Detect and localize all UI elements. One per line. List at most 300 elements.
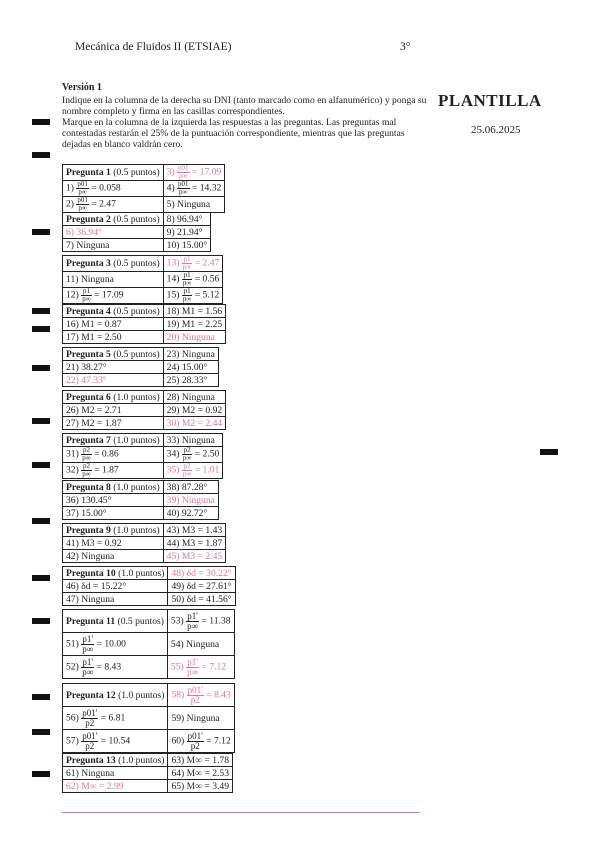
option-number: 49) — [171, 580, 185, 592]
option-value: Ninguna — [181, 348, 215, 360]
table-row — [63, 767, 233, 780]
answer-option[interactable] — [63, 288, 164, 304]
answer-option[interactable] — [63, 593, 168, 606]
option-number: 61) — [66, 767, 79, 779]
option-value: M∞ = 3.49 — [186, 780, 230, 792]
question-table — [62, 164, 225, 213]
answer-option[interactable] — [168, 730, 234, 753]
option-number: 56) — [66, 712, 79, 724]
option-number: 27) — [66, 417, 79, 429]
timing-mark — [32, 418, 50, 424]
answer-option[interactable] — [63, 537, 164, 550]
option-value: M∞ = 2.53 — [186, 767, 230, 779]
option-number: 1) — [66, 182, 74, 194]
option-value: = 17.09 — [94, 289, 124, 301]
answer-option[interactable] — [167, 633, 234, 656]
option-value: 15.00° — [181, 361, 208, 373]
question-label: Pregunta 4 — [66, 305, 111, 317]
timing-mark — [32, 618, 50, 624]
option-number: 45) — [166, 550, 180, 562]
option-value: = 0.86 — [94, 448, 119, 460]
answer-option[interactable] — [63, 404, 164, 417]
answer-option[interactable] — [63, 494, 164, 507]
fraction-denominator: p∞ — [182, 454, 192, 462]
question-points: (0.5 puntos) — [117, 615, 164, 627]
table-row — [63, 610, 235, 633]
answer-option[interactable] — [163, 288, 223, 304]
option-value: 15.00° — [81, 507, 107, 519]
option-number: 30) — [166, 417, 180, 429]
option-number: 2) — [66, 198, 74, 210]
question-points: (1.0 puntos) — [113, 434, 160, 446]
option-value: = 0.058 — [91, 182, 121, 194]
table-row — [63, 434, 223, 447]
option-value: = 2.47 — [194, 257, 220, 269]
option-value: = 10.00 — [96, 638, 126, 650]
table-row — [63, 684, 235, 707]
option-number: 7) — [66, 239, 74, 251]
option-value: Ninguna — [181, 331, 215, 343]
table-row — [63, 507, 219, 520]
question-header — [63, 684, 168, 707]
answer-option[interactable] — [163, 348, 218, 361]
option-number: 63) — [171, 754, 185, 766]
answer-option[interactable] — [163, 256, 223, 272]
question-label: Pregunta 2 — [66, 213, 111, 225]
answer-option[interactable] — [163, 239, 211, 252]
question-header — [63, 348, 164, 361]
option-number: 54) — [170, 638, 184, 650]
timing-mark — [32, 694, 50, 700]
question-label: Pregunta 1 — [66, 167, 111, 178]
timing-mark — [32, 229, 50, 235]
option-value: = 5.12 — [194, 289, 220, 301]
timing-mark — [540, 449, 558, 455]
fraction-numerator: p1' — [82, 656, 93, 667]
answer-option[interactable] — [163, 181, 225, 197]
option-value: = 7.12 — [201, 661, 227, 673]
question-header — [63, 256, 164, 272]
answer-option[interactable] — [163, 391, 226, 404]
fraction-numerator: p2 — [82, 446, 90, 454]
option-number: 51) — [66, 638, 79, 650]
option-value: = 8.43 — [206, 689, 231, 701]
option-number: 32) — [66, 464, 79, 476]
question-table — [62, 753, 233, 793]
table-row — [63, 537, 226, 550]
table-row — [63, 463, 223, 479]
fraction-denominator: p∞ — [187, 666, 199, 677]
option-number: 24) — [166, 361, 180, 373]
option-number: 8) — [166, 213, 175, 225]
question-label: Pregunta 11 — [66, 615, 116, 627]
exam-date: 25.06.2025 — [471, 124, 521, 136]
answer-option[interactable] — [63, 331, 164, 344]
option-value: 87.28° — [181, 481, 208, 493]
fraction-denominator: p2 — [85, 717, 95, 728]
option-value: Ninguna — [81, 767, 115, 779]
table-row — [63, 318, 226, 331]
answer-option[interactable] — [163, 537, 226, 550]
option-number: 55) — [170, 661, 184, 673]
fraction-numerator: p1' — [187, 656, 198, 667]
fraction-numerator: p01' — [187, 730, 203, 741]
table-row — [63, 288, 223, 304]
answer-option[interactable] — [63, 507, 164, 520]
option-number: 17) — [66, 331, 79, 343]
answer-option[interactable] — [163, 361, 218, 374]
option-number: 41) — [66, 537, 79, 549]
option-number: 20) — [166, 331, 180, 343]
option-value: M2 = 1.87 — [81, 417, 122, 429]
fraction-denominator: p2 — [85, 740, 95, 751]
question-header — [63, 610, 168, 633]
question-table — [62, 390, 226, 430]
question-points: (0.5 puntos) — [113, 167, 160, 178]
timing-mark — [32, 308, 50, 314]
table-row — [63, 656, 235, 679]
fraction-numerator: p2 — [183, 446, 191, 454]
option-number: 28) — [166, 391, 180, 403]
answer-option[interactable] — [163, 404, 226, 417]
table-row — [63, 593, 236, 606]
fraction — [81, 635, 94, 654]
answer-option[interactable] — [163, 165, 225, 181]
fraction-denominator: p2 — [190, 694, 200, 705]
option-value: = 0.56 — [194, 273, 220, 285]
option-value: δd = 15.22° — [81, 580, 127, 592]
intro-block — [62, 82, 432, 150]
answer-option[interactable] — [63, 181, 164, 197]
question-label: Pregunta 8 — [66, 481, 111, 493]
question-points: (0.5 puntos) — [113, 258, 160, 269]
question-label: Pregunta 7 — [66, 434, 111, 446]
answer-option[interactable] — [163, 213, 211, 226]
timing-mark — [32, 518, 50, 524]
option-value: = 2.47 — [91, 198, 116, 210]
option-value: Ninguna — [80, 274, 114, 285]
option-number: 33) — [166, 434, 180, 446]
answer-option[interactable] — [63, 272, 164, 288]
option-value: δd = 41.56° — [186, 593, 232, 605]
fraction-denominator: p∞ — [182, 263, 192, 271]
answer-option[interactable] — [63, 374, 164, 387]
question-header — [63, 391, 164, 404]
fraction-numerator: p01' — [187, 684, 203, 695]
intro-text-1: Indique en la columna de la derecha su DNI (tanto marcado como en alfanumérico) y ponga su nombre completo y firma en las casillas correspondientes. — [62, 95, 427, 117]
option-number: 60) — [171, 735, 185, 747]
question-points: (0.5 puntos) — [113, 305, 160, 317]
answer-option[interactable] — [63, 730, 168, 753]
option-number: 19) — [166, 318, 180, 330]
timing-mark — [32, 771, 50, 777]
table-row — [63, 331, 226, 344]
option-value: = 1.87 — [94, 464, 119, 476]
answer-option[interactable] — [163, 226, 211, 239]
answer-option[interactable] — [168, 593, 235, 606]
answer-option[interactable] — [163, 318, 226, 331]
answer-option[interactable] — [63, 656, 168, 679]
option-number: 18) — [166, 305, 180, 317]
question-table — [62, 683, 235, 753]
option-value: M3 = 1.87 — [181, 537, 223, 549]
option-number: 23) — [166, 348, 180, 360]
timing-mark — [32, 729, 50, 735]
option-number: 64) — [171, 767, 185, 779]
option-value: M1 = 0.87 — [81, 318, 122, 330]
table-row — [63, 197, 225, 213]
option-number: 31) — [66, 448, 79, 460]
option-number: 48) — [171, 567, 185, 579]
option-number: 14) — [166, 273, 180, 285]
intro-text-2: Marque en la columna de la izquierda las respuestas a las preguntas. Las preguntas mal contestadas restarán el 25% de la puntuación correspondiente, mientras que las preguntas dejadas en blanco valdrán cero. — [62, 117, 405, 150]
option-value: = 17.09 — [191, 166, 222, 178]
fraction-denominator: p∞ — [82, 295, 91, 303]
fraction-denominator: p∞ — [82, 666, 94, 677]
option-number: 3) — [166, 166, 175, 178]
version-label: Versión 1 — [62, 82, 102, 93]
fraction-denominator: p∞ — [78, 188, 87, 196]
option-value: Ninguna — [76, 239, 110, 251]
option-number: 36) — [66, 494, 79, 506]
answer-option[interactable] — [63, 767, 168, 780]
table-row — [63, 165, 225, 181]
answer-option[interactable] — [63, 633, 168, 656]
option-value: = 6.81 — [100, 712, 126, 724]
fraction-numerator: p1 — [183, 287, 191, 295]
answer-option[interactable] — [163, 305, 226, 318]
option-number: 50) — [171, 593, 185, 605]
fraction — [177, 165, 190, 180]
option-value: Ninguna — [177, 199, 211, 210]
table-row — [63, 239, 211, 252]
option-value: 15.00° — [181, 239, 208, 251]
answer-option[interactable] — [163, 197, 225, 213]
answer-option[interactable] — [168, 754, 233, 767]
option-value: M3 = 0.92 — [81, 537, 122, 549]
timing-mark — [32, 326, 50, 332]
fraction-denominator: p∞ — [82, 470, 91, 478]
course-year: 3° — [400, 41, 411, 53]
fraction-numerator: p1 — [183, 255, 191, 263]
timing-mark — [32, 365, 50, 371]
answer-option[interactable] — [163, 507, 218, 520]
answer-option[interactable] — [163, 374, 218, 387]
answer-option[interactable] — [168, 780, 233, 793]
table-row — [63, 226, 211, 239]
question-label: Pregunta 10 — [66, 567, 116, 579]
fraction — [186, 612, 199, 631]
fraction — [187, 686, 204, 705]
table-row — [63, 754, 233, 767]
answer-option[interactable] — [163, 463, 223, 479]
option-value: 92.72° — [181, 507, 208, 519]
answer-option[interactable] — [163, 434, 223, 447]
answer-option[interactable] — [63, 447, 164, 463]
answer-option[interactable] — [163, 524, 226, 537]
question-points: (1.0 puntos) — [113, 391, 160, 403]
table-row — [63, 707, 235, 730]
option-value: 47.33° — [81, 374, 107, 386]
option-value: Ninguna — [186, 638, 220, 650]
table-row — [63, 391, 226, 404]
question-table — [62, 255, 223, 304]
answer-option[interactable] — [63, 780, 168, 793]
answer-option[interactable] — [168, 767, 233, 780]
answer-option[interactable] — [63, 197, 164, 213]
answer-option[interactable] — [163, 331, 226, 344]
table-row — [63, 447, 223, 463]
option-value: M1 = 2.50 — [81, 331, 122, 343]
fraction — [182, 272, 193, 287]
option-value: M2 = 0.92 — [181, 404, 223, 416]
fraction-denominator: p∞ — [179, 188, 188, 196]
table-row — [63, 272, 223, 288]
option-number: 29) — [166, 404, 180, 416]
answer-option[interactable] — [167, 610, 234, 633]
fraction-denominator: p∞ — [182, 295, 192, 303]
question-label: Pregunta 3 — [66, 258, 111, 269]
question-points: (1.0 puntos) — [113, 481, 160, 493]
answer-option[interactable] — [163, 447, 223, 463]
answer-option[interactable] — [63, 707, 168, 730]
option-value: 28.33° — [181, 374, 208, 386]
option-number: 15) — [166, 289, 180, 301]
table-row — [63, 361, 219, 374]
fraction-denominator: p∞ — [187, 620, 199, 631]
question-points: (0.5 puntos) — [113, 213, 160, 225]
table-row — [63, 305, 226, 318]
question-header — [63, 481, 164, 494]
answer-option[interactable] — [163, 550, 226, 563]
answer-option[interactable] — [163, 417, 226, 430]
answer-option[interactable] — [168, 567, 235, 580]
answer-option[interactable] — [163, 494, 218, 507]
table-row — [63, 256, 223, 272]
answer-option[interactable] — [63, 239, 164, 252]
fraction — [177, 181, 190, 196]
table-row — [63, 780, 233, 793]
answer-option[interactable] — [63, 226, 164, 239]
answer-option[interactable] — [63, 580, 168, 593]
fraction-numerator: p1' — [82, 633, 93, 644]
fraction — [182, 447, 193, 462]
option-value: 36.94° — [76, 226, 102, 238]
course-title: Mecánica de Fluidos II (ETSIAE) — [75, 41, 232, 53]
table-row — [63, 730, 235, 753]
option-number: 57) — [66, 735, 79, 747]
fraction-numerator: p01 — [77, 180, 88, 188]
option-value: Ninguna — [81, 593, 115, 605]
option-value: M∞ = 2.99 — [81, 780, 124, 792]
answer-option[interactable] — [168, 684, 234, 707]
footer-rule — [62, 812, 420, 813]
option-value: = 14.32 — [191, 182, 222, 194]
question-points: (1.0 puntos) — [118, 754, 165, 766]
question-label: Pregunta 5 — [66, 348, 111, 360]
answer-option[interactable] — [163, 481, 218, 494]
option-value: M∞ = 1.78 — [186, 754, 230, 766]
option-number: 5) — [166, 199, 175, 210]
timing-mark — [32, 462, 50, 468]
option-value: M1 = 2.25 — [181, 318, 223, 330]
option-value: M3 = 2.45 — [181, 550, 223, 562]
option-number: 44) — [166, 537, 180, 549]
table-row — [63, 181, 225, 197]
option-value: = 2.50 — [194, 448, 220, 460]
fraction — [76, 181, 89, 196]
fraction — [76, 197, 89, 212]
table-row — [63, 494, 219, 507]
option-value: 130.45° — [81, 494, 112, 506]
question-table — [62, 523, 226, 563]
option-number: 21) — [66, 361, 79, 373]
fraction — [81, 447, 92, 462]
fraction-denominator: p∞ — [82, 454, 91, 462]
option-number: 59) — [171, 712, 185, 724]
option-number: 9) — [166, 226, 175, 238]
answer-option[interactable] — [168, 580, 235, 593]
question-points: (0.5 puntos) — [113, 348, 160, 360]
answer-option[interactable] — [163, 272, 223, 288]
fraction-denominator: p∞ — [179, 172, 188, 180]
answer-option[interactable] — [63, 361, 164, 374]
question-points: (1.0 puntos) — [118, 689, 165, 701]
answer-option[interactable] — [63, 463, 164, 479]
option-number: 47) — [66, 593, 79, 605]
option-value: = 7.12 — [206, 735, 231, 747]
option-value: Ninguna — [81, 550, 115, 562]
fraction — [81, 463, 92, 478]
option-number: 16) — [66, 318, 79, 330]
fraction — [81, 709, 98, 728]
table-row — [63, 213, 211, 226]
answer-option[interactable] — [63, 417, 164, 430]
answer-option[interactable] — [168, 707, 234, 730]
fraction-numerator: p01 — [178, 164, 189, 172]
option-number: 38) — [166, 481, 180, 493]
option-number: 34) — [166, 448, 180, 460]
table-row — [63, 550, 226, 563]
table-row — [63, 481, 219, 494]
answer-option[interactable] — [167, 656, 234, 679]
option-number: 35) — [166, 464, 180, 476]
fraction-denominator: p∞ — [182, 470, 192, 478]
option-value: M2 = 2.44 — [181, 417, 223, 429]
fraction — [182, 256, 193, 271]
option-value: δd = 30.22° — [186, 567, 232, 579]
question-label: Pregunta 13 — [66, 754, 116, 766]
answer-option[interactable] — [63, 550, 164, 563]
fraction-numerator: p01 — [77, 196, 88, 204]
answer-option[interactable] — [63, 318, 164, 331]
fraction — [182, 288, 193, 303]
option-number: 6) — [66, 226, 74, 238]
table-row — [63, 417, 226, 430]
option-number: 13) — [166, 257, 180, 269]
fraction-numerator: p2 — [183, 462, 191, 470]
timing-mark — [32, 119, 50, 125]
fraction — [182, 463, 193, 478]
fraction-numerator: p01' — [82, 730, 98, 741]
question-table — [62, 480, 219, 520]
fraction-numerator: p1' — [187, 610, 198, 621]
question-label: Pregunta 6 — [66, 391, 111, 403]
question-table — [62, 212, 211, 252]
option-number: 62) — [66, 780, 79, 792]
option-value: δd = 27.61° — [186, 580, 232, 592]
option-number: 26) — [66, 404, 79, 416]
